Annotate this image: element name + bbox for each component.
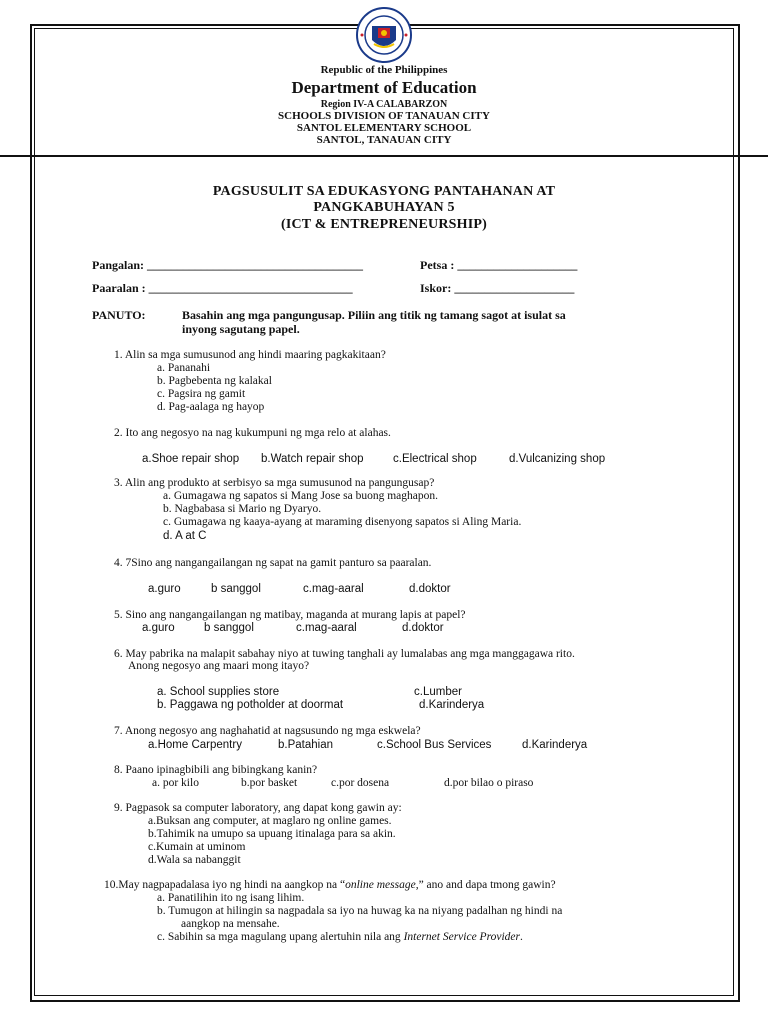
q6-option-b: b. Paggawa ng potholder at doormat (157, 699, 344, 711)
question-10 (104, 879, 556, 891)
division-text: SCHOOLS DIVISION OF TANAUAN CITY (278, 110, 490, 122)
q10-option-c (157, 931, 523, 943)
exam-title-line3: (ICT & ENTREPRENEURSHIP) (280, 217, 487, 232)
question-7: 7. Anong negosyo ang naghahatid at nagsusundo ng mga eskwela? (114, 725, 421, 737)
q1-option-c: c. Pagsira ng gamit (157, 388, 246, 400)
q10-option-b-cont: aangkop na mensahe. (181, 918, 280, 930)
iskor-field[interactable]: Iskor: ____________________ (420, 281, 575, 295)
q3-option-a: a. Gumagawa ng sapatos si Mang Jose sa buong maghapon. (163, 490, 438, 502)
q4-option-a: a.guro (148, 583, 181, 595)
panuto-label: PANUTO: (92, 308, 146, 322)
q2-option-a: a.Shoe repair shop (142, 453, 240, 465)
question-3: 3. Alin ang produkto at serbisyo sa mga sumusunod na pangungusap? (114, 477, 435, 489)
question-9: 9. Pagpasok sa computer laboratory, ang dapat kong gawin ay: (114, 802, 402, 814)
exam-title-line2: PANGKABUHAYAN 5 (313, 200, 455, 215)
q7-option-d: d.Karinderya (522, 739, 588, 751)
q2-option-d: d.Vulcanizing shop (509, 453, 606, 465)
q5-option-d: d.doktor (402, 622, 444, 634)
deped-seal-icon (348, 6, 420, 64)
q6-option-d: d.Karinderya (419, 699, 485, 711)
q10-option-c-em: Internet Service Provider (403, 931, 521, 943)
q8-option-d: d.por bilao o piraso (444, 777, 534, 789)
question-1: 1. Alin sa mga sumusunod ang hindi maaring pagkakitaan? (114, 349, 386, 361)
question-6-cont: Anong negosyo ang maari mong itayo? (128, 660, 310, 672)
exam-title-line1: PAGSUSULIT SA EDUKASYONG PANTAHANAN AT (212, 184, 556, 199)
q6-option-c: c.Lumber (414, 686, 462, 698)
q9-option-b: b.Tahimik na umupo sa upuang itinalaga para sa akin. (148, 828, 396, 840)
question-4: 4. 7Sino ang nangangailangan ng sapat na gamit panturo sa paaralan. (114, 557, 432, 569)
panuto-line2: inyong sagutang papel. (182, 322, 300, 336)
q3-option-d: d. A at C (163, 530, 207, 542)
q9-option-c: c.Kumain at uminom (148, 841, 246, 853)
q2-option-b: b.Watch repair shop (261, 453, 364, 465)
region-text: Region IV-A CALABARZON (320, 99, 448, 110)
q6-option-a: a. School supplies store (157, 686, 280, 698)
q10-option-c-pre: c. Sabihin sa mga magulang upang alertuhin nila ang (157, 931, 404, 943)
q8-option-c: c.por dosena (331, 777, 390, 789)
header-divider (0, 155, 768, 157)
q9-option-d: d.Wala sa nabanggit (148, 854, 241, 866)
q5-option-b: b sanggol (204, 622, 254, 634)
question-8: 8. Paano ipinagbibili ang bibingkang kanin? (114, 764, 318, 776)
q4-option-b: b sanggol (211, 583, 261, 595)
q3-option-b: b. Nagbabasa si Mario ng Dyaryo. (163, 503, 322, 515)
question-10-pre: 10.May nagpapadalasa iyo ng hindi na aangkop na “ (104, 879, 346, 891)
republic-text: Republic of the Philippines (320, 64, 448, 76)
q4-option-c: c.mag-aaral (303, 583, 364, 595)
address-text: SANTOL, TANAUAN CITY (316, 134, 452, 146)
department-text: Department of Education (291, 78, 477, 97)
question-10-post: ” ano and dapa tmong gawin? (418, 879, 556, 891)
q7-option-a: a.Home Carpentry (148, 739, 242, 751)
question-2: 2. Ito ang negosyo na nag kukumpuni ng mga relo at alahas. (114, 427, 391, 439)
q4-option-d: d.doktor (409, 583, 451, 595)
q1-option-b: b. Pagbebenta ng kalakal (157, 375, 272, 387)
school-text: SANTOL ELEMENTARY SCHOOL (296, 122, 472, 134)
panuto-line1: Basahin ang mga pangungusap. Piliin ang titik ng tamang sagot at isulat sa (182, 308, 566, 322)
q3-option-c: c. Gumagawa ng kaaya-ayang at maraming disenyong sapatos si Aling Maria. (163, 516, 522, 528)
q9-option-a: a.Buksan ang computer, at maglaro ng online games. (148, 815, 392, 827)
q1-option-d: d. Pag-aalaga ng hayop (157, 401, 265, 413)
petsa-field[interactable]: Petsa : ____________________ (420, 258, 578, 272)
q10-option-b: b. Tumugon at hilingin sa nagpadala sa iyo na huwag ka na niyang padalhan ng hindi na (157, 905, 563, 917)
q1-option-a: a. Pananahi (157, 362, 211, 374)
pangalan-field[interactable]: Pangalan: ____________________________________ (92, 258, 364, 272)
q10-option-a: a. Panatilihin ito ng isang lihim. (157, 892, 305, 904)
question-5: 5. Sino ang nangangailangan ng matibay, maganda at murang lapis at papel? (114, 609, 466, 621)
q8-option-a: a. por kilo (152, 777, 199, 789)
page-border-inner (34, 28, 734, 996)
q8-option-b: b.por basket (241, 777, 298, 789)
question-6: 6. May pabrika na malapit sabahay niyo at tuwing tanghali ay lumalabas ang mga manggagawa rito. (114, 648, 575, 660)
q5-option-a: a.guro (142, 622, 175, 634)
q7-option-b: b.Patahian (278, 739, 333, 751)
q2-option-c: c.Electrical shop (393, 453, 477, 465)
paaralan-field[interactable]: Paaralan : __________________________________ (92, 281, 353, 295)
q5-option-c: c.mag-aaral (296, 622, 357, 634)
q7-option-c: c.School Bus Services (377, 739, 492, 751)
question-10-em: online message, (345, 879, 419, 891)
q10-option-c-post: . (520, 931, 523, 943)
